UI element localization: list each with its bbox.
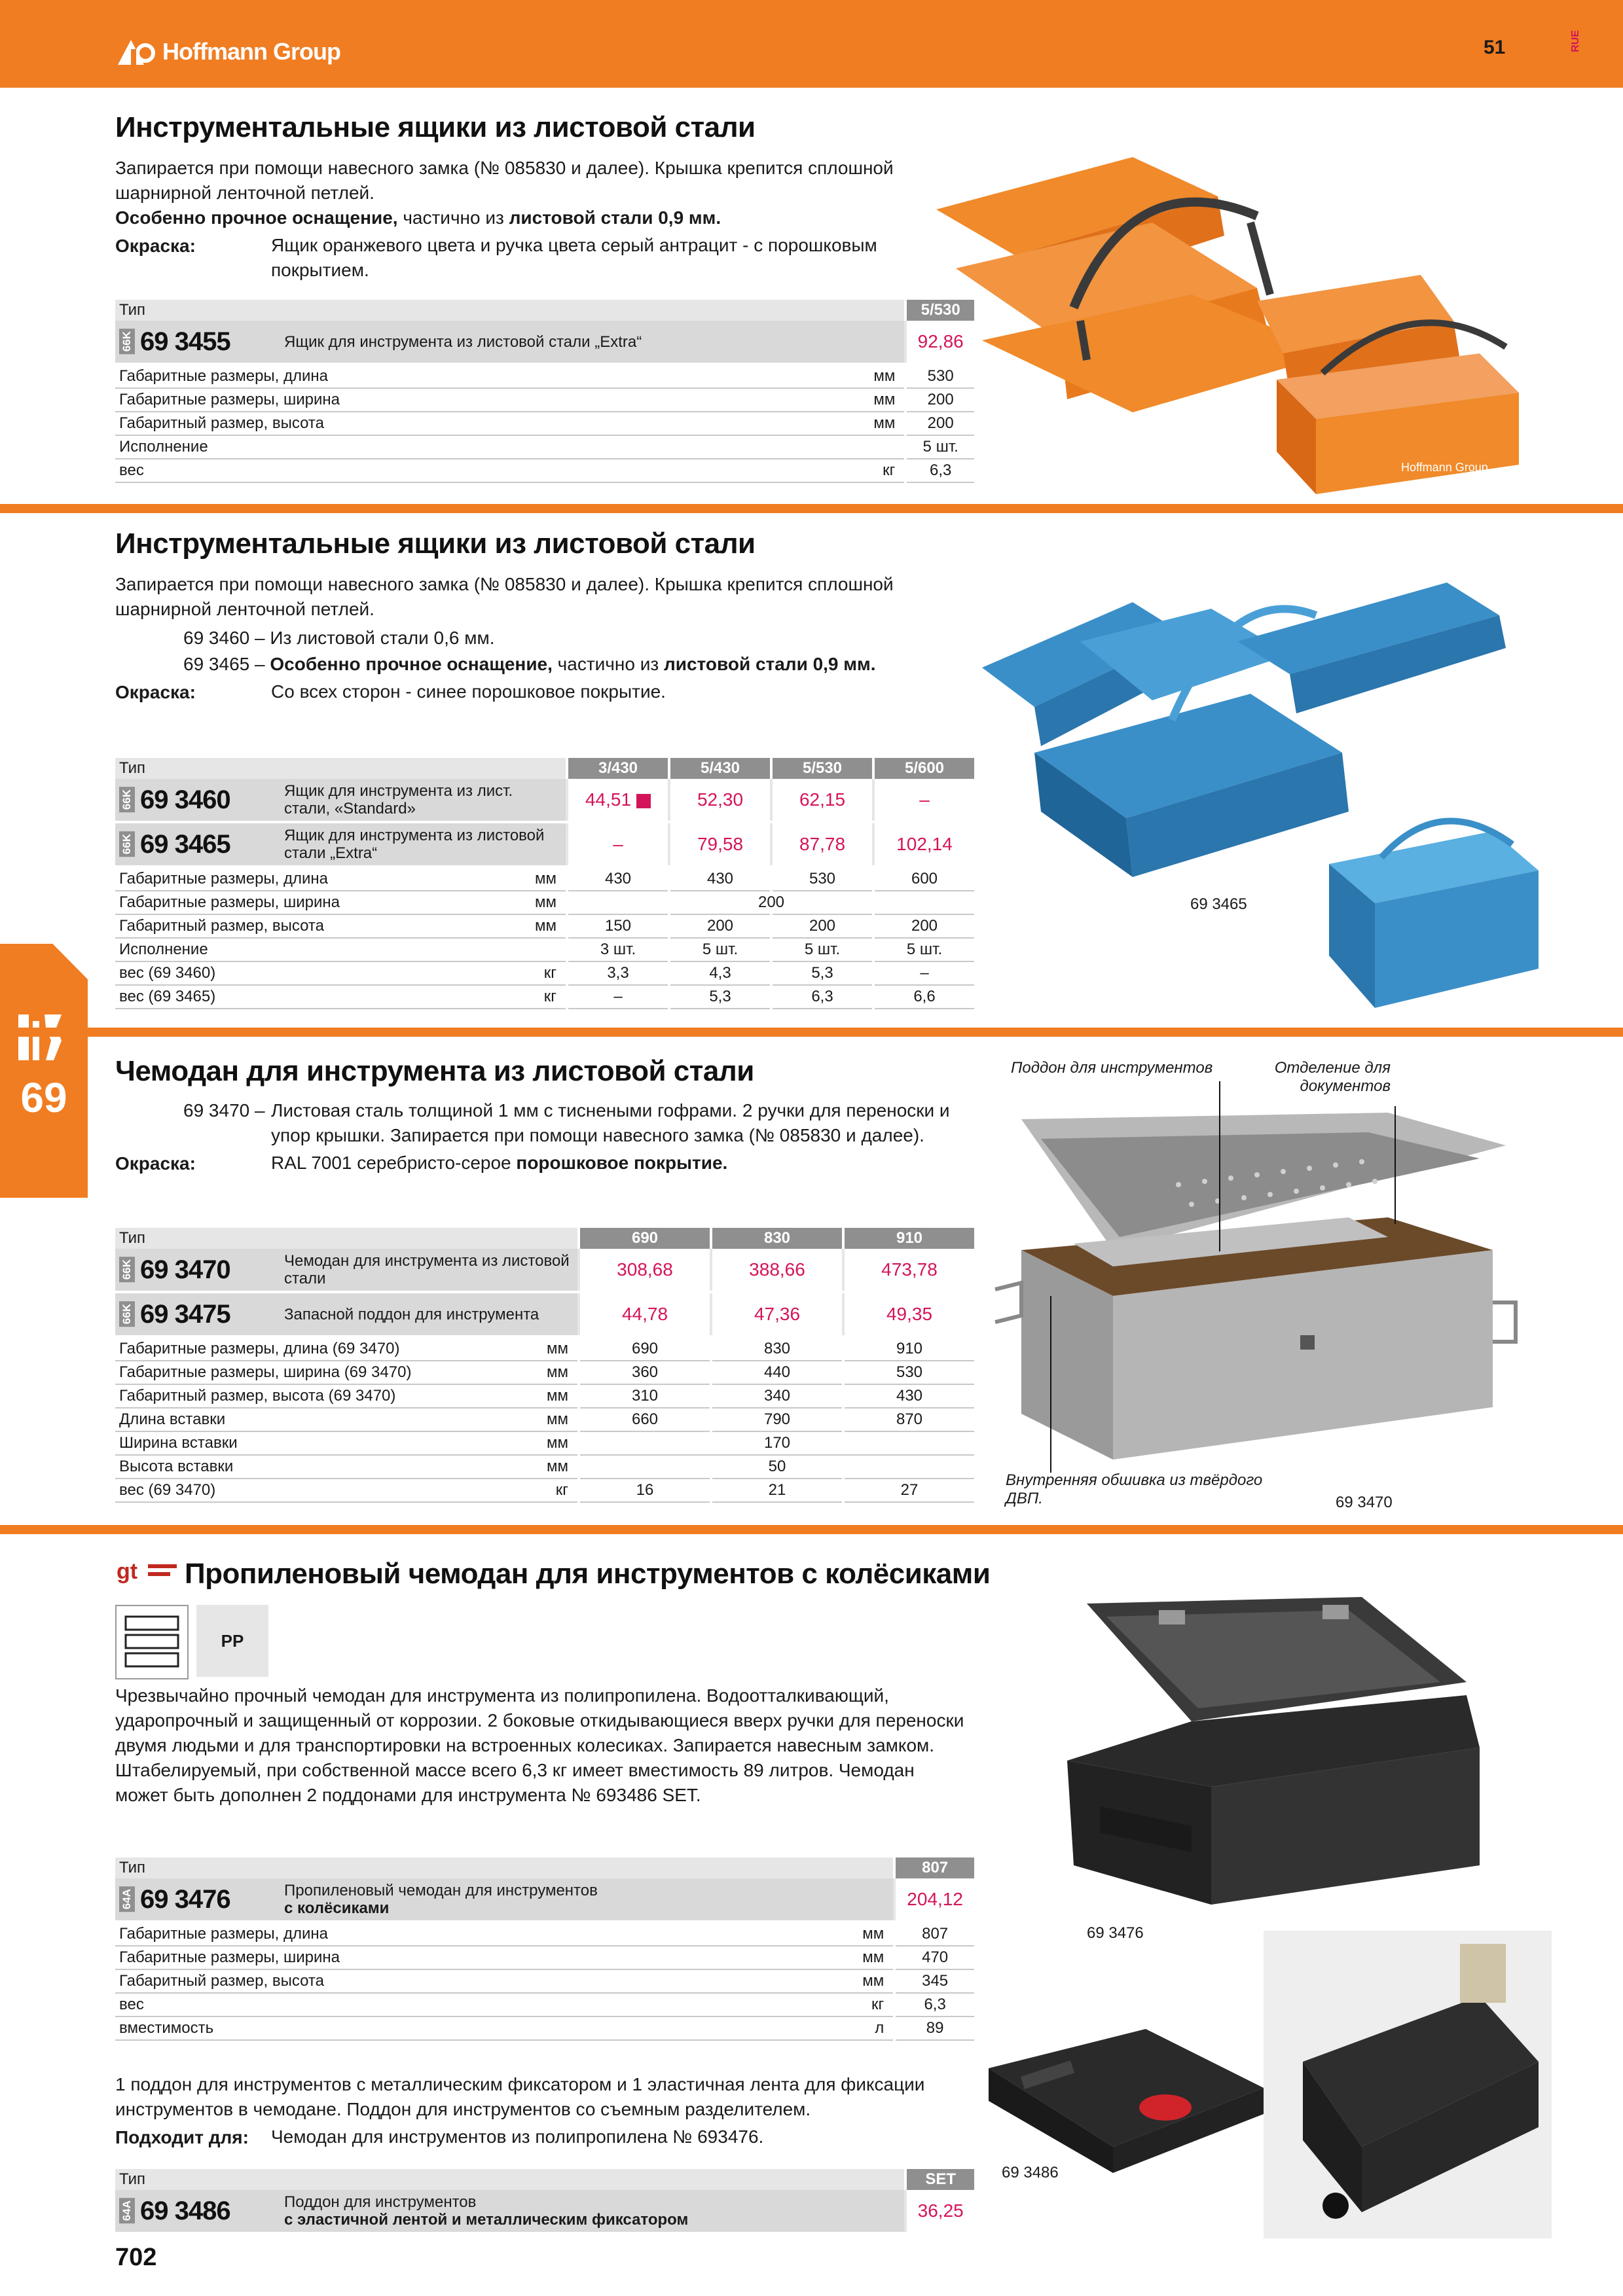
- row-value: 530: [843, 1361, 974, 1384]
- item-mid: частично из: [552, 654, 664, 674]
- page-number-bottom: 702: [115, 2244, 157, 2271]
- row-unit: кг: [680, 459, 906, 482]
- row-label: Габаритные размеры, длина: [115, 867, 464, 891]
- row-value: 790: [711, 1408, 843, 1431]
- row-value: 807: [894, 1922, 974, 1946]
- price: 47,36: [711, 1292, 843, 1336]
- brand-logo[interactable]: [115, 34, 340, 69]
- svg-text:Hoffmann Group: Hoffmann Group: [1401, 461, 1488, 474]
- table-row: [115, 1922, 974, 1946]
- group-code: 66K: [119, 831, 135, 857]
- orange-toolbox-image: [917, 124, 1571, 497]
- row-value: –: [873, 961, 974, 985]
- language-tag: RUE: [1570, 30, 1581, 52]
- row-value: 21: [711, 1479, 843, 1502]
- row-unit: мм: [516, 1431, 579, 1455]
- table-row: [115, 914, 974, 938]
- material-badge: PP: [196, 1605, 268, 1677]
- price: 49,35: [843, 1292, 974, 1336]
- row-label: Ширина вставки: [115, 1431, 516, 1455]
- price: 92,86: [905, 321, 974, 364]
- article-description: Чемодан для инструмента из листовой стали: [280, 1249, 579, 1292]
- article-code: [115, 822, 280, 867]
- section2-table: [115, 758, 974, 1009]
- row-label: Габаритные размеры, ширина (69 3470): [115, 1361, 516, 1384]
- row-value: 600: [873, 867, 974, 891]
- table-row: [115, 1946, 974, 1969]
- row-unit: мм: [516, 1336, 579, 1361]
- callout-tray: Поддон для инструментов: [1011, 1059, 1213, 1077]
- row-label: Габаритный размер, высота: [115, 412, 680, 435]
- column-header: 830: [711, 1228, 843, 1249]
- table-row: [115, 1431, 974, 1455]
- article-code: [115, 1292, 280, 1336]
- price: 308,68: [579, 1249, 711, 1292]
- section-divider: [0, 504, 1623, 513]
- section2-description: Запирается при помощи навесного замка (№ 085830 и далее). Крышка крепится сплошной шарнирной ленточной петлей.: [115, 574, 894, 619]
- table-row[interactable]: [115, 1878, 974, 1922]
- table-row: [115, 412, 974, 435]
- section4-table: [115, 1857, 974, 2041]
- row-value: 6,3: [894, 1993, 974, 2017]
- column-header: 807: [894, 1857, 974, 1878]
- price: 388,66: [711, 1249, 843, 1292]
- item-69-3460: [183, 626, 495, 651]
- column-header: 5/530: [771, 758, 873, 779]
- gt-line-logo-icon: [115, 1559, 178, 1585]
- table-row: [115, 435, 974, 459]
- table-row: [115, 388, 974, 412]
- row-value: 690: [579, 1336, 711, 1361]
- row-value: 170: [579, 1431, 974, 1455]
- tool-tray-image: [982, 1990, 1270, 2179]
- table-row[interactable]: [115, 1249, 974, 1292]
- row-value: 50: [579, 1455, 974, 1479]
- row-label: вес: [115, 459, 680, 482]
- row-unit: мм: [672, 1946, 894, 1969]
- section1-table: [115, 300, 974, 483]
- drawers-icon: [115, 1605, 189, 1679]
- row-value: 3,3: [567, 961, 669, 985]
- row-label: Габаритный размер, высота (69 3470): [115, 1384, 516, 1408]
- section2-paint-value: Со всех сторон - синее порошковое покрытие.: [271, 681, 666, 702]
- row-label: Габаритный размер, высота: [115, 1969, 672, 1993]
- item-bold: Особенно прочное оснащение,: [270, 654, 553, 674]
- section-divider: [0, 1028, 1623, 1037]
- row-label: Габаритные размеры, длина: [115, 1922, 672, 1946]
- row-unit: [464, 938, 567, 961]
- group-code: 66K: [119, 1301, 135, 1327]
- table-row: [115, 1479, 974, 1502]
- row-value: 870: [843, 1408, 974, 1431]
- row-value: 27: [843, 1479, 974, 1502]
- section1-description: Запирается при помощи навесного замка (№ 085830 и далее). Крышка крепится сплошной шарнирной ленточной петлей.: [115, 158, 894, 203]
- column-header: 910: [843, 1228, 974, 1249]
- page-number-top: 51: [1484, 37, 1506, 58]
- callout-line: [1219, 1081, 1220, 1251]
- table-row: [115, 1455, 974, 1479]
- article-number: 69 3455: [140, 327, 230, 356]
- article-number: 69 3460: [140, 785, 230, 814]
- price: 473,78: [843, 1249, 974, 1292]
- type-label: Тип: [115, 758, 567, 779]
- row-label: Габаритные размеры, длина: [115, 364, 680, 388]
- item-number: 69 3460 –: [183, 628, 265, 648]
- group-code: 64A: [119, 1886, 135, 1912]
- row-value: 16: [579, 1479, 711, 1502]
- row-unit: мм: [516, 1361, 579, 1384]
- price: 87,78: [771, 822, 873, 867]
- table-row: [115, 867, 974, 891]
- section1-paint-value: Ящик оранжевого цвета и ручка цвета серый антрацит - с порошковым покрытием.: [271, 235, 877, 280]
- article-description: Ящик для инструмента из листовой стали „Extra“: [280, 321, 905, 364]
- row-label: Габаритный размер, высота: [115, 914, 464, 938]
- article-number: 69 3476: [140, 1884, 230, 1914]
- row-unit: мм: [680, 364, 906, 388]
- article-description: Ящик для инструмента из лист. стали, «Standard»: [280, 779, 567, 822]
- table-row: [115, 961, 974, 985]
- section-divider: [0, 1525, 1623, 1534]
- table-row: [115, 1993, 974, 2017]
- row-value: 530: [905, 364, 974, 388]
- row-value: 910: [843, 1336, 974, 1361]
- article-number: 69 3486: [140, 2196, 230, 2225]
- callout-lining: Внутренняя обшивка из твёрдого ДВП.: [1006, 1471, 1263, 1507]
- row-value: 310: [579, 1384, 711, 1408]
- row-value: 340: [711, 1384, 843, 1408]
- row-label: вместимость: [115, 2017, 672, 2040]
- chapter-number: 69: [20, 1074, 67, 1121]
- section4-title: Пропиленовый чемодан для инструментов с колёсиками: [185, 1558, 991, 1590]
- price-value: 44,51: [585, 789, 632, 810]
- row-value: 6,6: [873, 985, 974, 1009]
- row-label: Исполнение: [115, 938, 464, 961]
- article-number: 69 3465: [140, 829, 230, 859]
- table-row: [115, 985, 974, 1009]
- row-value: 200: [669, 914, 771, 938]
- steel-case-caption: 69 3470: [1336, 1494, 1393, 1511]
- item-69-3470-no: 69 3470 –: [183, 1100, 265, 1121]
- article-description: Ящик для инструмента из листовой стали „Extra“: [280, 822, 567, 867]
- price: [567, 779, 669, 822]
- article-code: [115, 1249, 280, 1292]
- row-value: 5,3: [771, 961, 873, 985]
- callout-line: [1395, 1106, 1396, 1224]
- section2-title: Инструментальные ящики из листовой стали: [115, 528, 756, 560]
- price: 36,25: [905, 2190, 974, 2233]
- row-label: вес (69 3465): [115, 985, 464, 1009]
- item-bold2: листовой стали 0,9 мм.: [663, 654, 876, 674]
- row-unit: мм: [672, 1969, 894, 1993]
- row-value: 470: [894, 1946, 974, 1969]
- article-code: [115, 1878, 280, 1922]
- price: 102,14: [873, 822, 974, 867]
- row-label: Длина вставки: [115, 1408, 516, 1431]
- table-row: [115, 1969, 974, 1993]
- table-row[interactable]: [115, 2190, 974, 2233]
- new-item-marker-icon: [636, 794, 651, 808]
- row-value: 345: [894, 1969, 974, 1993]
- table-row[interactable]: [115, 779, 974, 822]
- row-value: 430: [567, 867, 669, 891]
- article-description: Запасной поддон для инструмента: [280, 1292, 579, 1336]
- item-number: 69 3465 –: [183, 654, 265, 674]
- desc-text: Поддон для инструментов: [284, 2193, 477, 2211]
- price: 44,78: [579, 1292, 711, 1336]
- strength-bold2: листовой стали 0,9 мм.: [509, 207, 721, 228]
- group-code: 66K: [119, 1257, 135, 1282]
- column-header: 690: [579, 1228, 711, 1249]
- section3-paint-label: Окраска:: [115, 1153, 196, 1174]
- price: –: [567, 822, 669, 867]
- table-row[interactable]: [115, 321, 974, 364]
- table-row: [115, 891, 974, 914]
- article-number: 69 3470: [140, 1255, 230, 1284]
- row-value: 440: [711, 1361, 843, 1384]
- row-unit: мм: [464, 914, 567, 938]
- row-unit: [680, 435, 906, 459]
- row-label: вес: [115, 1993, 672, 2017]
- group-code: 66K: [119, 787, 135, 812]
- row-unit: кг: [464, 985, 567, 1009]
- row-value: 5 шт.: [771, 938, 873, 961]
- type-label: Тип: [115, 1857, 894, 1878]
- svg-text:gt: gt: [117, 1559, 138, 1584]
- row-value: 150: [567, 914, 669, 938]
- row-value: 430: [843, 1384, 974, 1408]
- row-label: вес (69 3470): [115, 1479, 516, 1502]
- row-value: 430: [669, 867, 771, 891]
- hoffmann-logo-icon: [115, 36, 157, 67]
- pp-case-image: [1048, 1590, 1506, 1918]
- row-value: 5,3: [669, 985, 771, 1009]
- blue-toolbox-caption: 69 3465: [1190, 895, 1247, 913]
- strength-mid: частично из: [397, 207, 509, 228]
- row-label: Высота вставки: [115, 1455, 516, 1479]
- row-unit: мм: [516, 1455, 579, 1479]
- row-value: 5 шт.: [905, 435, 974, 459]
- row-unit: мм: [680, 388, 906, 412]
- row-label: Габаритные размеры, ширина: [115, 388, 680, 412]
- type-label: Тип: [115, 1228, 579, 1249]
- row-unit: кг: [672, 1993, 894, 2017]
- section3-table: [115, 1228, 974, 1503]
- pp-case-caption: 69 3476: [1087, 1924, 1144, 1942]
- strength-bold: Особенно прочное оснащение,: [115, 207, 398, 228]
- table-row[interactable]: [115, 822, 974, 867]
- paint-bold: порошковое покрытие.: [516, 1153, 728, 1173]
- trolley-in-use-image: [1264, 1931, 1552, 2238]
- table-row: [115, 459, 974, 482]
- row-value: 660: [579, 1408, 711, 1431]
- fits-value: Чемодан для инструментов из полипропилена № 693476.: [271, 2126, 764, 2147]
- row-value: 200: [771, 914, 873, 938]
- row-value: 89: [894, 2017, 974, 2040]
- table-row: [115, 1408, 974, 1431]
- table-row: [115, 1361, 974, 1384]
- table-row: [115, 1336, 974, 1361]
- section3-title: Чемодан для инструмента из листовой стали: [115, 1055, 754, 1087]
- row-label: Габаритные размеры, ширина: [115, 1946, 672, 1969]
- column-header: 5/600: [873, 758, 974, 779]
- row-label: вес (69 3460): [115, 961, 464, 985]
- price: 204,12: [894, 1878, 974, 1922]
- section2-paint-label: Окраска:: [115, 682, 196, 702]
- row-value: 6,3: [905, 459, 974, 482]
- row-unit: мм: [672, 1922, 894, 1946]
- row-value: 200: [873, 914, 974, 938]
- row-value: 530: [771, 867, 873, 891]
- row-unit: мм: [464, 891, 567, 914]
- article-code: [115, 321, 280, 364]
- blue-toolbox-image: [976, 563, 1565, 1021]
- section4-tray-table: [115, 2169, 974, 2234]
- row-value: 200: [905, 388, 974, 412]
- row-label: Габаритные размеры, длина (69 3470): [115, 1336, 516, 1361]
- paint-text: RAL 7001 серебристо-серое: [271, 1153, 517, 1173]
- row-value: 4,3: [669, 961, 771, 985]
- article-description: [280, 1878, 894, 1922]
- callout-documents: Отделение для документов: [1274, 1059, 1391, 1095]
- item-69-3465: [183, 652, 876, 677]
- section1-title: Инструментальные ящики из листовой стали: [115, 111, 756, 143]
- table-row: [115, 938, 974, 961]
- brand-name: Hoffmann Group: [162, 38, 340, 65]
- item-text: Из листовой стали 0,6 мм.: [270, 628, 495, 648]
- chapter-tab[interactable]: [0, 944, 88, 1198]
- section4-description: Чрезвычайно прочный чемодан для инструмента из полипропилена. Водоотталкивающий, ударопрочный и защищенный от коррозии. 2 боковые откидывающиеся вверх ручки для переноски двумя людьми и для транспортировки на встроенных колесиках. Запирается навесным замком. Штабелируемый, при собственной массе всего 6,3 кг имеет вместимость 89 литров. Чемодан может быть дополнен 2 поддонами для инструмента № 693486 SET.: [115, 1685, 964, 1805]
- column-header: 3/430: [567, 758, 669, 779]
- type-label: Тип: [115, 300, 905, 321]
- price: 62,15: [771, 779, 873, 822]
- section1-paint-label: Окраска:: [115, 236, 196, 256]
- column-header: 5/530: [905, 300, 974, 321]
- row-value: –: [567, 985, 669, 1009]
- row-unit: мм: [516, 1384, 579, 1408]
- row-value: 5 шт.: [669, 938, 771, 961]
- table-row: [115, 2017, 974, 2040]
- article-description: [280, 2190, 905, 2233]
- desc-text: Пропиленовый чемодан для инструментов: [284, 1882, 598, 1899]
- fits-label: Подходит для:: [115, 2127, 249, 2147]
- price: 52,30: [669, 779, 771, 822]
- price: –: [873, 779, 974, 822]
- row-label: Исполнение: [115, 435, 680, 459]
- table-row[interactable]: [115, 1292, 974, 1336]
- type-label: Тип: [115, 2169, 905, 2190]
- column-header: SET: [905, 2169, 974, 2190]
- row-value: 3 шт.: [567, 938, 669, 961]
- table-row: [115, 1384, 974, 1408]
- group-code: 66K: [119, 329, 135, 354]
- table-row: [115, 364, 974, 388]
- steel-case-image: [982, 1106, 1519, 1473]
- article-code: [115, 779, 280, 822]
- article-code: [115, 2190, 280, 2233]
- tool-tray-caption: 69 3486: [1002, 2164, 1059, 2181]
- desc-bold: с эластичной лентой и металлическим фиксатором: [284, 2211, 689, 2229]
- row-value: 5 шт.: [873, 938, 974, 961]
- group-code: 64A: [119, 2198, 135, 2223]
- row-unit: мм: [516, 1408, 579, 1431]
- column-header: 5/430: [669, 758, 771, 779]
- article-number: 69 3475: [140, 1299, 230, 1329]
- row-unit: л: [672, 2017, 894, 2040]
- item-69-3470-text: Листовая сталь толщиной 1 мм с тиснеными гофрами. 2 ручки для переноски и упор крышки. Запирается при помощи навесного замка (№ 085830 и далее).: [271, 1100, 950, 1145]
- row-value: 200: [905, 412, 974, 435]
- tray-description: 1 поддон для инструментов с металлическим фиксатором и 1 эластичная лента для фиксации инструментов в чемодане. Поддон для инструментов со съемным разделителем.: [115, 2074, 925, 2119]
- row-value: 6,3: [771, 985, 873, 1009]
- section1-strength: [115, 206, 940, 230]
- desc-bold: с колёсиками: [284, 1899, 390, 1917]
- row-value: 830: [711, 1336, 843, 1361]
- row-unit: мм: [680, 412, 906, 435]
- row-unit: кг: [516, 1479, 579, 1502]
- price: 79,58: [669, 822, 771, 867]
- row-unit: кг: [464, 961, 567, 985]
- row-value: 200: [567, 891, 974, 914]
- callout-line: [1050, 1296, 1051, 1473]
- row-value: 360: [579, 1361, 711, 1384]
- row-unit: мм: [464, 867, 567, 891]
- row-label: Габаритные размеры, ширина: [115, 891, 464, 914]
- section3-paint-value: [271, 1151, 727, 1175]
